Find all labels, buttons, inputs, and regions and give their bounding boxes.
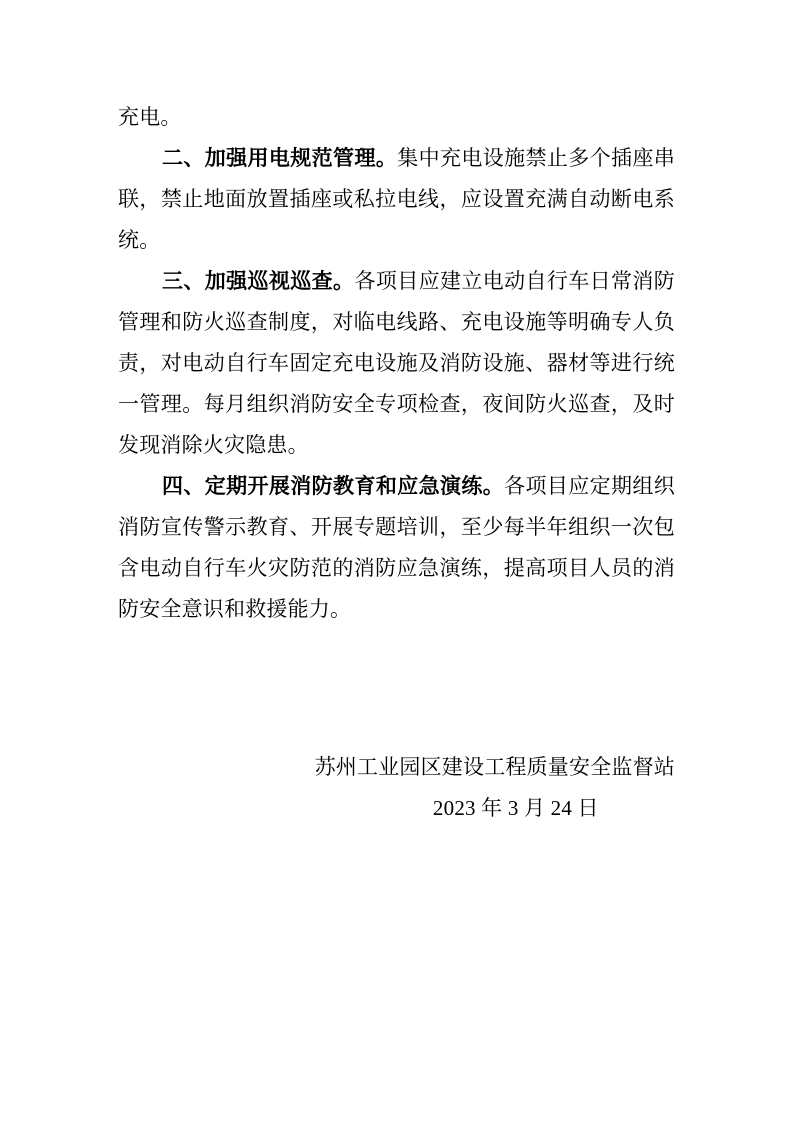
paragraph-section-4 [118, 466, 675, 630]
paragraph-text: 统。 [118, 228, 161, 252]
paragraph-text: 集中充电设施禁止多个插座串 [397, 146, 675, 170]
text-line [118, 138, 675, 179]
paragraph-text: 充电。 [118, 105, 182, 129]
text-line [118, 384, 675, 425]
text-line [118, 425, 675, 466]
text-line [118, 589, 675, 630]
paragraph-text: 发现消除火灾隐患。 [118, 433, 309, 457]
paragraph-text: 消防宣传警示教育、开展专题培训，至少每半年组织一次包 [118, 515, 675, 539]
signature-date: 2023 年 3 月 24 日 [432, 796, 599, 820]
paragraph-text: 防安全意识和救援能力。 [118, 597, 352, 621]
signature-block [315, 747, 675, 829]
text-line [118, 97, 675, 138]
section-3-heading: 三、加强巡视巡查。 [162, 269, 355, 293]
paragraph-section-3 [118, 261, 675, 466]
text-line [118, 507, 675, 548]
paragraph-text: 联，禁止地面放置插座或私拉电线，应设置充满自动断电系 [118, 187, 675, 211]
paragraph-text: 含电动自行车火灾防范的消防应急演练，提高项目人员的消 [118, 556, 675, 580]
paragraph-section-2 [118, 138, 675, 261]
paragraph-text: 各项目应建立电动自行车日常消防 [354, 269, 676, 293]
signature-organization: 苏州工业园区建设工程质量安全监督站 [314, 755, 675, 779]
paragraph-continuation [118, 97, 675, 138]
paragraph-text: 各项目应定期组织 [504, 474, 675, 498]
text-line [118, 179, 675, 220]
text-line [118, 220, 675, 261]
section-4-heading: 四、定期开展消防教育和应急演练。 [162, 474, 505, 498]
paragraph-text: 一管理。每月组织消防安全专项检查，夜间防火巡查，及时 [118, 392, 675, 416]
text-line [118, 302, 675, 343]
paragraph-text: 责，对电动自行车固定充电设施及消防设施、器材等进行统 [118, 351, 675, 375]
text-line [118, 466, 675, 507]
text-line [118, 261, 675, 302]
section-2-heading: 二、加强用电规范管理。 [162, 146, 398, 170]
text-line [118, 343, 675, 384]
text-line [118, 548, 675, 589]
paragraph-text: 管理和防火巡查制度，对临电线路、充电设施等明确专人负 [118, 310, 675, 334]
